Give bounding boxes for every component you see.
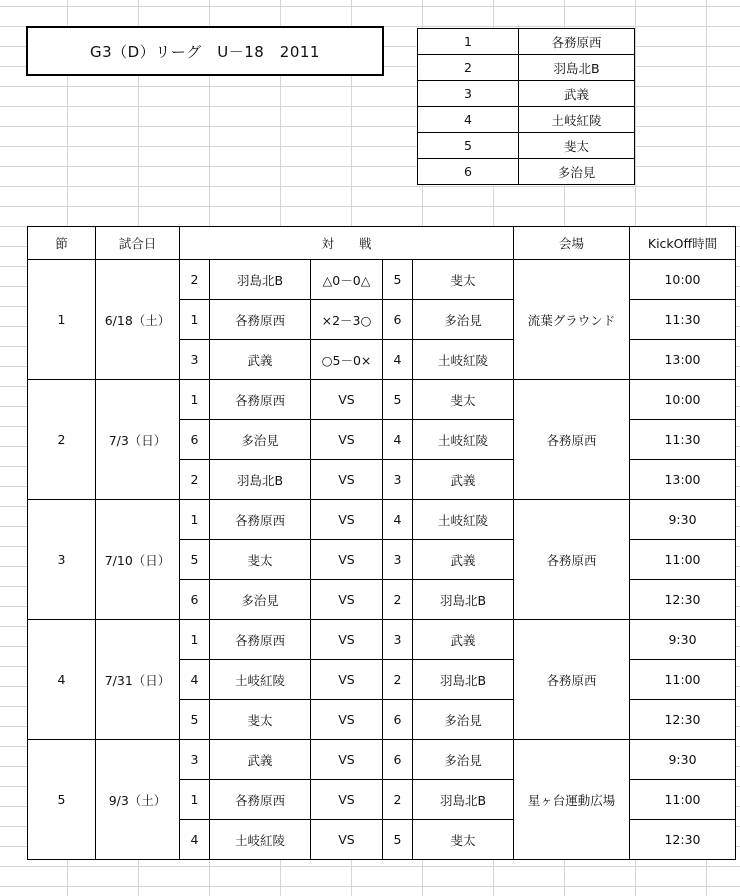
match-result: VS (311, 660, 383, 700)
away-team-number: 5 (383, 380, 413, 420)
match-row (28, 620, 736, 660)
away-team-number: 2 (383, 780, 413, 820)
match-result: VS (311, 740, 383, 780)
kickoff-time: 12:30 (630, 580, 736, 620)
away-team-number: 4 (383, 340, 413, 380)
header-match: 対 戦 (180, 227, 514, 260)
home-team-name: 土岐紅陵 (210, 660, 311, 700)
kickoff-time: 10:00 (630, 380, 736, 420)
team-row (418, 55, 635, 81)
team-number: 5 (418, 133, 519, 159)
team-number: 6 (418, 159, 519, 185)
match-result: VS (311, 780, 383, 820)
team-number: 4 (418, 107, 519, 133)
away-team-name: 斐太 (413, 380, 514, 420)
round-section: 5 (28, 740, 96, 860)
header-kickoff: KickOff時間 (630, 227, 736, 260)
kickoff-time: 9:30 (630, 620, 736, 660)
home-team-name: 羽島北B (210, 460, 311, 500)
match-result: ○5－0× (311, 340, 383, 380)
match-result: VS (311, 820, 383, 860)
away-team-number: 2 (383, 580, 413, 620)
home-team-number: 1 (180, 380, 210, 420)
kickoff-time: 9:30 (630, 740, 736, 780)
away-team-number: 2 (383, 660, 413, 700)
away-team-name: 斐太 (413, 820, 514, 860)
away-team-name: 羽島北B (413, 780, 514, 820)
away-team-name: 土岐紅陵 (413, 340, 514, 380)
round-date: 7/3（日） (96, 380, 180, 500)
kickoff-time: 11:00 (630, 660, 736, 700)
home-team-name: 各務原西 (210, 500, 311, 540)
home-team-name: 斐太 (210, 700, 311, 740)
home-team-name: 各務原西 (210, 780, 311, 820)
header-date: 試合日 (96, 227, 180, 260)
match-result: VS (311, 460, 383, 500)
away-team-name: 多治見 (413, 300, 514, 340)
team-row (418, 29, 635, 55)
away-team-name: 多治見 (413, 740, 514, 780)
away-team-name: 武義 (413, 460, 514, 500)
kickoff-time: 12:30 (630, 700, 736, 740)
team-row (418, 133, 635, 159)
match-row (28, 380, 736, 420)
team-name: 斐太 (519, 133, 635, 159)
team-row (418, 107, 635, 133)
away-team-name: 斐太 (413, 260, 514, 300)
home-team-number: 4 (180, 660, 210, 700)
home-team-name: 多治見 (210, 580, 311, 620)
schedule-table (27, 226, 736, 860)
match-result: ×2－3○ (311, 300, 383, 340)
away-team-name: 羽島北B (413, 580, 514, 620)
match-result: △0－0△ (311, 260, 383, 300)
home-team-name: 多治見 (210, 420, 311, 460)
match-result: VS (311, 380, 383, 420)
home-team-number: 1 (180, 780, 210, 820)
home-team-number: 5 (180, 700, 210, 740)
team-row (418, 159, 635, 185)
team-name: 土岐紅陵 (519, 107, 635, 133)
home-team-number: 5 (180, 540, 210, 580)
team-name: 多治見 (519, 159, 635, 185)
home-team-name: 各務原西 (210, 300, 311, 340)
kickoff-time: 11:30 (630, 300, 736, 340)
away-team-name: 多治見 (413, 700, 514, 740)
round-venue: 各務原西 (514, 380, 630, 500)
kickoff-time: 13:00 (630, 460, 736, 500)
home-team-name: 各務原西 (210, 380, 311, 420)
away-team-number: 3 (383, 540, 413, 580)
home-team-name: 各務原西 (210, 620, 311, 660)
kickoff-time: 9:30 (630, 500, 736, 540)
home-team-number: 1 (180, 300, 210, 340)
away-team-number: 5 (383, 260, 413, 300)
home-team-name: 羽島北B (210, 260, 311, 300)
round-date: 6/18（土） (96, 260, 180, 380)
home-team-name: 武義 (210, 340, 311, 380)
away-team-number: 6 (383, 740, 413, 780)
home-team-number: 6 (180, 420, 210, 460)
round-venue: 流葉グラウンド (514, 260, 630, 380)
team-number: 2 (418, 55, 519, 81)
home-team-name: 土岐紅陵 (210, 820, 311, 860)
match-result: VS (311, 620, 383, 660)
match-row (28, 500, 736, 540)
match-row (28, 740, 736, 780)
round-section: 2 (28, 380, 96, 500)
team-list (417, 28, 635, 185)
match-result: VS (311, 500, 383, 540)
home-team-number: 2 (180, 260, 210, 300)
away-team-number: 4 (383, 500, 413, 540)
league-title: G3（D）リーグ U－18 2011 (26, 26, 384, 76)
away-team-name: 土岐紅陵 (413, 500, 514, 540)
away-team-name: 武義 (413, 620, 514, 660)
home-team-number: 6 (180, 580, 210, 620)
team-name: 武義 (519, 81, 635, 107)
round-date: 7/10（日） (96, 500, 180, 620)
away-team-name: 土岐紅陵 (413, 420, 514, 460)
away-team-number: 6 (383, 300, 413, 340)
round-venue: 星ヶ台運動広場 (514, 740, 630, 860)
away-team-name: 武義 (413, 540, 514, 580)
match-result: VS (311, 700, 383, 740)
team-name: 各務原西 (519, 29, 635, 55)
home-team-number: 3 (180, 740, 210, 780)
away-team-number: 3 (383, 620, 413, 660)
match-result: VS (311, 420, 383, 460)
round-section: 4 (28, 620, 96, 740)
team-number: 1 (418, 29, 519, 55)
home-team-name: 武義 (210, 740, 311, 780)
team-number: 3 (418, 81, 519, 107)
header-venue: 会場 (514, 227, 630, 260)
round-section: 1 (28, 260, 96, 380)
home-team-number: 1 (180, 620, 210, 660)
away-team-number: 6 (383, 700, 413, 740)
kickoff-time: 13:00 (630, 340, 736, 380)
kickoff-time: 10:00 (630, 260, 736, 300)
home-team-number: 3 (180, 340, 210, 380)
team-name: 羽島北B (519, 55, 635, 81)
round-venue: 各務原西 (514, 500, 630, 620)
kickoff-time: 11:00 (630, 780, 736, 820)
round-venue: 各務原西 (514, 620, 630, 740)
home-team-number: 4 (180, 820, 210, 860)
match-result: VS (311, 580, 383, 620)
kickoff-time: 11:00 (630, 540, 736, 580)
away-team-name: 羽島北B (413, 660, 514, 700)
team-row (418, 81, 635, 107)
round-date: 7/31（日） (96, 620, 180, 740)
away-team-number: 3 (383, 460, 413, 500)
away-team-number: 4 (383, 420, 413, 460)
round-date: 9/3（土） (96, 740, 180, 860)
match-result: VS (311, 540, 383, 580)
schedule-header-row (28, 227, 736, 260)
away-team-number: 5 (383, 820, 413, 860)
home-team-number: 1 (180, 500, 210, 540)
kickoff-time: 11:30 (630, 420, 736, 460)
home-team-number: 2 (180, 460, 210, 500)
round-section: 3 (28, 500, 96, 620)
match-row (28, 260, 736, 300)
home-team-name: 斐太 (210, 540, 311, 580)
kickoff-time: 12:30 (630, 820, 736, 860)
header-section: 節 (28, 227, 96, 260)
